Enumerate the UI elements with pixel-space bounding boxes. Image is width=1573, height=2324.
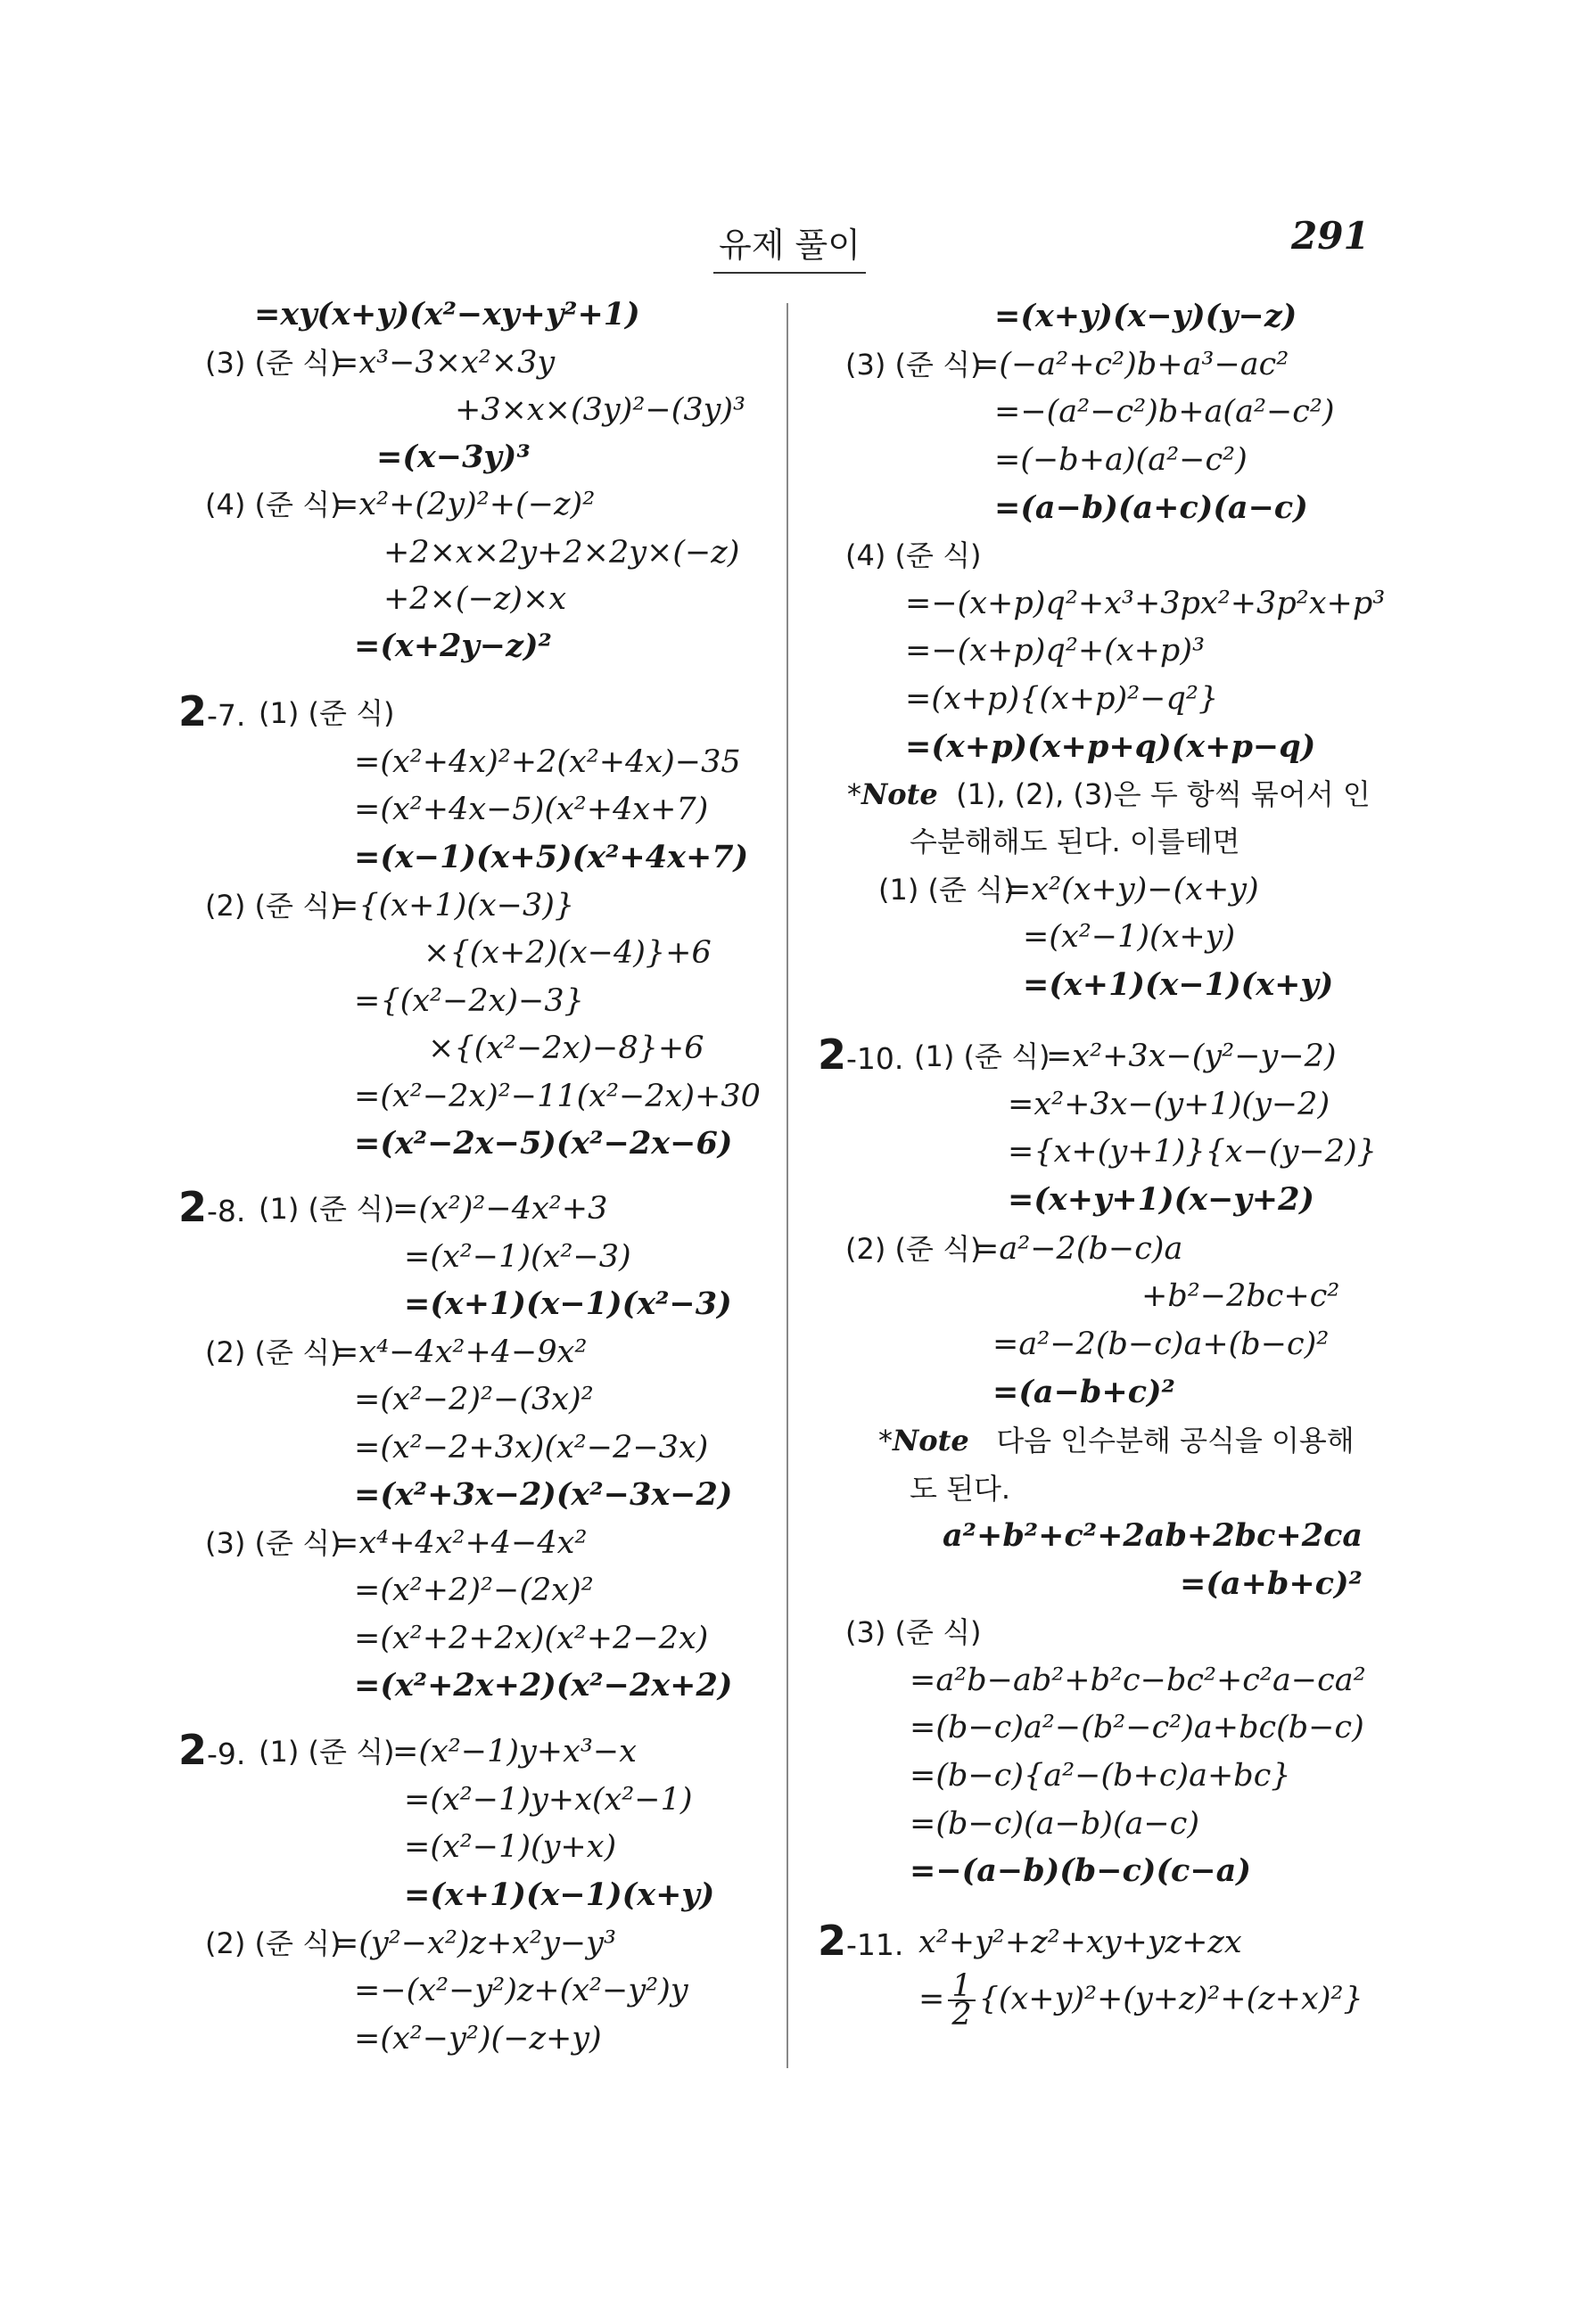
math-line: =(a−b+c)²	[992, 1374, 1175, 1410]
problem-number	[818, 1917, 904, 1965]
problem-number-minor: -8.	[207, 1194, 246, 1228]
math-line: +2×(−z)×x	[383, 581, 567, 617]
math-line: =(x−1)(x+5)(x²+4x+7)	[354, 839, 749, 875]
problem-number	[818, 1031, 904, 1079]
note-label: Note	[861, 777, 938, 811]
math-line: =(x²−1)(x²−3)	[404, 1239, 631, 1275]
math-line: ={(x²−2x)−3}	[354, 983, 584, 1019]
problem-number-major: 2	[178, 687, 208, 735]
math-line: ={x+(y+1)}{x−(y−2)}	[1008, 1134, 1377, 1170]
part-label: (1) (준 식)	[878, 873, 1015, 907]
fraction	[948, 1968, 975, 2032]
math-line: =xy(x+y)(x²−xy+y²+1)	[254, 296, 640, 333]
math-line: =(x²−2+3x)(x²−2−3x)	[354, 1430, 709, 1466]
math-line: =(x²+3x−2)(x²−3x−2)	[354, 1476, 733, 1513]
math-line: =(x+1)(x−1)(x²−3)	[404, 1285, 732, 1322]
math-line: +3×x×(3y)²−(3y)³	[455, 392, 746, 428]
part-label: (1) (준 식)	[259, 1192, 395, 1226]
math-line: ={(x+1)(x−3)}	[333, 888, 575, 924]
math-line: =−(x+p)q²+x³+3px²+3p²x+p³	[905, 586, 1386, 621]
problem-number-major: 2	[818, 1917, 847, 1965]
math-line: =−(x²−y²)z+(x²−y²)y	[354, 1973, 688, 2008]
math-line: =(−a²+c²)b+a³−ac²	[973, 347, 1289, 382]
math-line: =(x+y)(x−y)(y−z)	[994, 298, 1297, 334]
math-line: =(x+1)(x−1)(x+y)	[1023, 966, 1334, 1003]
math-line: =−(x+p)q²+(x+p)³	[905, 633, 1206, 669]
page-number: 291	[1291, 214, 1370, 258]
math-line: =−(a²−c²)b+a(a²−c²)	[994, 394, 1335, 430]
math-line: =(−b+a)(a²−c²)	[994, 442, 1248, 478]
formula-line: =(a+b+c)²	[1180, 1565, 1363, 1602]
math-line: +b²−2bc+c²	[1141, 1278, 1340, 1314]
math-line: =(x²+2x+2)(x²−2x+2)	[354, 1667, 733, 1704]
math-expression: {(x+y)²+(y+z)²+(z+x)²}	[978, 1981, 1363, 2017]
page-header	[0, 0, 1573, 294]
math-line: =(x+2y−z)²	[354, 628, 552, 664]
math-line: =(x²−2)²−(3x)²	[354, 1382, 594, 1417]
math-line: =x³−3×x²×3y	[333, 345, 556, 381]
note-star: *	[847, 777, 861, 811]
problem-number	[178, 1183, 246, 1231]
math-line: =(b−c)(a−b)(a−c)	[910, 1806, 1199, 1842]
problem-number-minor: -7.	[207, 698, 246, 733]
math-line: ×{(x+2)(x−4)}+6	[424, 935, 712, 971]
note-text: 수분해해도 된다. 이를테면	[910, 825, 1240, 858]
math-line: =(x−3y)³	[376, 439, 531, 475]
math-line: =(x²−1)y+x(x²−1)	[404, 1782, 693, 1818]
problem-number	[178, 687, 246, 735]
math-line: =(x²+2+2x)(x²+2−2x)	[354, 1621, 709, 1656]
math-line: =(x²+2)²−(2x)²	[354, 1573, 594, 1608]
fraction-denominator: 2	[951, 1997, 972, 2032]
left-column	[169, 294, 776, 2086]
math-line: ×{(x²−2x)−8}+6	[428, 1031, 704, 1066]
part-label: (3) (준 식)	[205, 346, 342, 380]
part-label: (4) (준 식)	[845, 538, 982, 572]
formula-line: a²+b²+c²+2ab+2bc+2ca	[943, 1517, 1363, 1554]
math-line: =(x²−2x−5)(x²−2x−6)	[354, 1125, 733, 1162]
part-label: (2) (준 식)	[845, 1232, 982, 1266]
note-text	[878, 1423, 1355, 1458]
math-line: =a²−2(b−c)a+(b−c)²	[992, 1326, 1330, 1362]
part-label: (1) (준 식)	[259, 696, 395, 730]
right-column	[816, 294, 1422, 2086]
part-label: (2) (준 식)	[205, 1926, 342, 1960]
column-divider	[786, 303, 788, 2068]
math-line: =(x²−1)y+x³−x	[392, 1734, 637, 1770]
math-line: =(x+p){(x+p)²−q²}	[905, 681, 1219, 717]
part-label: (3) (준 식)	[845, 1615, 982, 1649]
note-body: 다음 인수분해 공식을 이용해	[996, 1424, 1355, 1458]
math-line: =x²(x+y)−(x+y)	[1005, 872, 1259, 907]
math-line: +2×x×2y+2×2y×(−z)	[383, 535, 740, 571]
note-text: 도 된다.	[910, 1472, 1011, 1506]
math-line: =(y²−x²)z+x²y−y³	[333, 1926, 616, 1961]
math-line	[918, 1968, 1363, 2032]
math-line: =a²b−ab²+b²c−bc²+c²a−ca²	[910, 1663, 1366, 1698]
math-line: =(x²−2x)²−11(x²−2x)+30	[354, 1079, 761, 1114]
part-label: (2) (준 식)	[205, 889, 342, 923]
math-line: =(a−b)(a+c)(a−c)	[994, 489, 1308, 526]
part-label: (3) (준 식)	[205, 1526, 342, 1560]
problem-number-minor: -10.	[846, 1041, 904, 1076]
math-line: =(x+y+1)(x−y+2)	[1008, 1181, 1314, 1218]
math-line: =(x²+4x)²+2(x²+4x)−35	[354, 744, 741, 780]
part-label: (4) (준 식)	[205, 488, 342, 521]
math-line: =x⁴−4x²+4−9x²	[333, 1334, 588, 1370]
math-line: =(x+p)(x+p+q)(x+p−q)	[905, 728, 1316, 765]
math-line: =(x²−1)(x+y)	[1023, 919, 1236, 955]
problem-number-minor: -9.	[207, 1737, 246, 1771]
problem-number	[178, 1726, 246, 1774]
math-line: =(x²+4x−5)(x²+4x+7)	[354, 792, 709, 827]
math-line: =a²−2(b−c)a	[973, 1231, 1183, 1267]
problem-number-major: 2	[818, 1031, 847, 1079]
math-line: =(x²−y²)(−z+y)	[354, 2021, 602, 2057]
note-label: Note	[893, 1424, 969, 1458]
math-line: =x²+3x−(y²−y−2)	[1046, 1039, 1337, 1074]
problem-number-major: 2	[178, 1183, 208, 1231]
note-star: *	[878, 1424, 893, 1458]
math-line: =(b−c){a²−(b+c)a+bc}	[910, 1758, 1291, 1794]
math-line: =(x²−1)(y+x)	[404, 1829, 617, 1865]
math-line: =x²+3x−(y+1)(y−2)	[1008, 1087, 1330, 1122]
fraction-numerator: 1	[948, 1973, 975, 2001]
note-body: (1), (2), (3)은 두 항씩 묶어서 인	[956, 777, 1371, 811]
part-label: (3) (준 식)	[845, 348, 982, 382]
math-line: =(b−c)a²−(b²−c²)a+bc(b−c)	[910, 1710, 1364, 1745]
math-line: =(x²)²−4x²+3	[392, 1191, 608, 1227]
equals-sign: =	[918, 1981, 945, 2017]
math-line: =(x+1)(x−1)(x+y)	[404, 1876, 715, 1913]
math-line: x²+y²+z²+xy+yz+zx	[918, 1925, 1242, 1960]
part-label: (1) (준 식)	[914, 1039, 1050, 1073]
problem-number-major: 2	[178, 1726, 208, 1774]
math-line: =−(a−b)(b−c)(c−a)	[910, 1852, 1251, 1889]
math-line: =x²+(2y)²+(−z)²	[333, 487, 596, 522]
note-text	[847, 776, 1371, 812]
part-label: (1) (준 식)	[259, 1735, 395, 1769]
problem-number-minor: -11.	[846, 1927, 904, 1962]
part-label: (2) (준 식)	[205, 1335, 342, 1369]
math-line: =x⁴+4x²+4−4x²	[333, 1525, 588, 1561]
page-title: 유제 풀이	[713, 218, 866, 274]
